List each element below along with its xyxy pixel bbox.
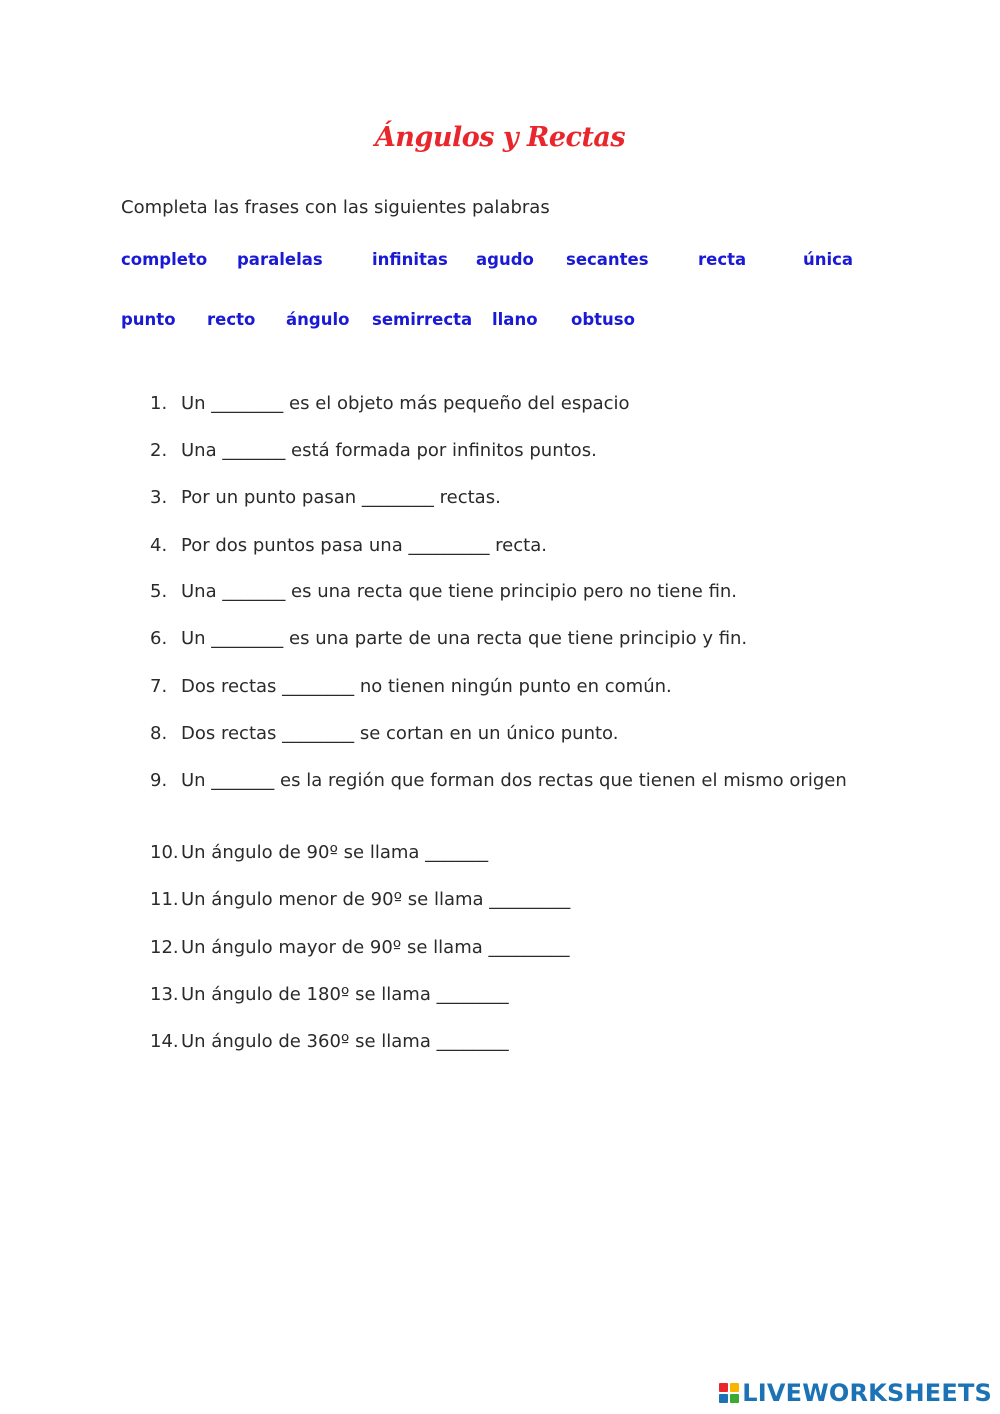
question-text: Un _______ es la región que forman dos rectas que tienen el mismo origen [181,770,847,791]
question-number: 6. [150,628,168,649]
question-text: Un ángulo de 180º se llama ________ [181,984,509,1005]
question-number: 10. [150,842,179,863]
question-number: 12. [150,937,179,958]
question-number: 4. [150,535,168,556]
question-text: Un ángulo de 360º se llama ________ [181,1031,509,1052]
question-text: Un ángulo mayor de 90º se llama _________ [181,937,570,958]
question-item [150,580,850,604]
instruction-text: Completa las frases con las siguientes palabras [121,197,550,218]
question-item [150,841,850,865]
question-text: Un ________ es una parte de una recta que tiene principio y fin. [181,628,748,649]
question-item [150,534,850,558]
question-item [150,1030,850,1054]
question-number: 2. [150,440,168,461]
word-bank-item: punto [121,310,176,329]
question-number: 7. [150,676,168,697]
question-text: Por dos puntos pasa una _________ recta. [181,535,547,556]
question-number: 9. [150,770,168,791]
page-title: Ángulos y Rectas [374,122,626,153]
word-bank-item: recto [207,310,256,329]
question-item [150,439,850,463]
question-item [150,722,850,746]
question-text: Por un punto pasan ________ rectas. [181,487,501,508]
question-number: 5. [150,581,168,602]
question-text: Dos rectas ________ se cortan en un único punto. [181,723,619,744]
question-text: Un ángulo menor de 90º se llama _________ [181,889,571,910]
question-item [150,888,850,912]
liveworksheets-logo [719,1378,992,1408]
word-bank-item: recta [698,250,747,269]
question-text: Un ángulo de 90º se llama _______ [181,842,489,863]
question-number: 13. [150,984,179,1005]
word-bank-item: paralelas [237,250,323,269]
question-number: 14. [150,1031,179,1052]
question-number: 3. [150,487,168,508]
word-bank-item: ángulo [286,310,350,329]
word-bank-item: infinitas [372,250,448,269]
logo-square [730,1394,739,1403]
logo-text: LIVEWORKSHEETS [742,1379,992,1407]
question-item [150,983,850,1007]
question-item [150,769,850,793]
question-item [150,392,850,416]
question-text: Una _______ está formada por infinitos puntos. [181,440,597,461]
word-bank-item: obtuso [571,310,635,329]
question-text: Un ________ es el objeto más pequeño del espacio [181,393,630,414]
question-number: 8. [150,723,168,744]
logo-square [719,1394,728,1403]
question-number: 11. [150,889,179,910]
word-bank-item: llano [492,310,538,329]
logo-square [719,1383,728,1392]
word-bank-item: semirrecta [372,310,473,329]
question-item [150,627,850,651]
question-item [150,486,850,510]
question-item [150,675,850,699]
word-bank-item: secantes [566,250,649,269]
word-bank-item: agudo [476,250,534,269]
question-text: Una _______ es una recta que tiene principio pero no tiene fin. [181,581,738,602]
question-text: Dos rectas ________ no tienen ningún punto en común. [181,676,672,697]
logo-square [730,1383,739,1392]
logo-icon [719,1383,739,1403]
question-item [150,936,850,960]
word-bank-item: única [803,250,854,269]
word-bank-item: completo [121,250,208,269]
question-number: 1. [150,393,168,414]
